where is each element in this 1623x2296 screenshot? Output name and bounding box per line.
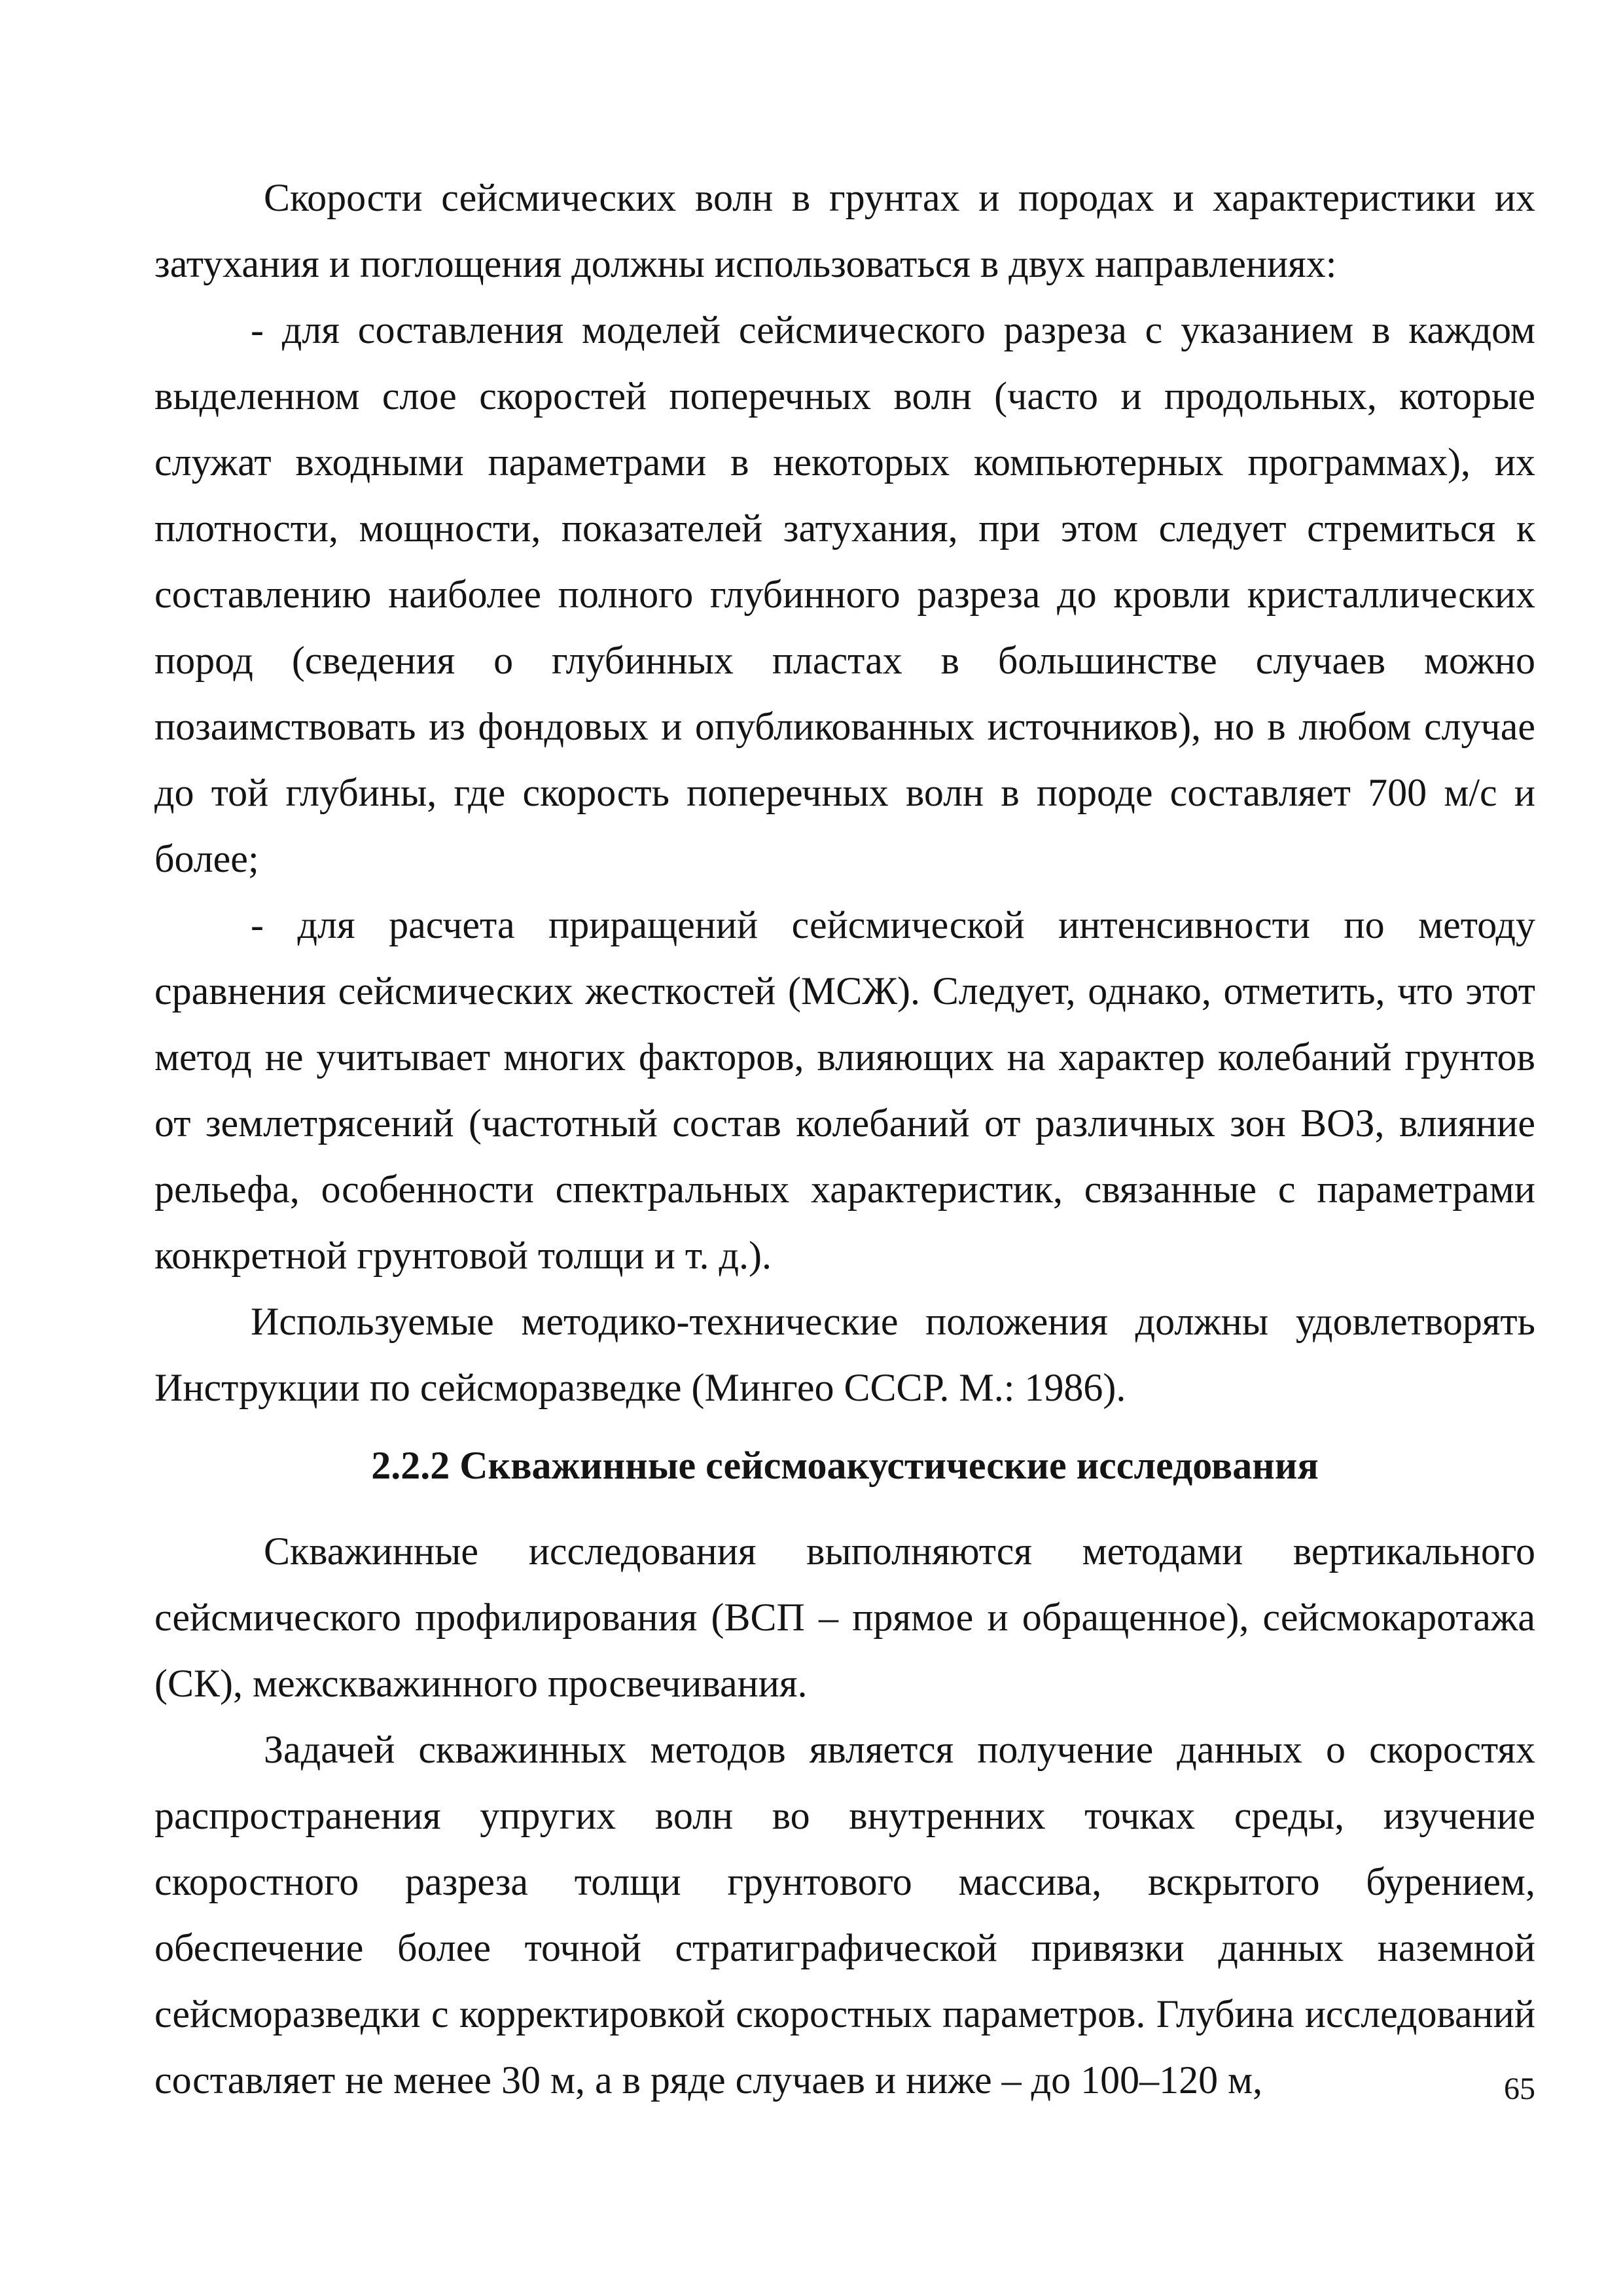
section-heading: 2.2.2 Скважинные сейсмоакустические исследования bbox=[371, 1444, 1319, 1487]
paragraph-section-models: - для составления моделей сейсмического разреза с указанием в каждом выделенном слое скоростей поперечных волн (часто и продольных, которые служат входными параметрами в некоторых компьютерных программах), их плотности, мощности, показателей затухания, при этом следует стремиться к составлению наиболее полного глубинного разреза до кровли кристаллических пород (сведения о глубинных пластах в большинстве случаев можно позаимствовать из фондовых и опубликованных источников), но в любом случае до той глубины, где скорость поперечных волн в породе составляет 700 м/с и более; bbox=[154, 308, 1535, 880]
paragraph-seismic-velocities-intro: Скорости сейсмических волн в грунтах и породах и характеристики их затухания и поглощения должны использоваться в двух направлениях: bbox=[154, 176, 1535, 285]
page-number: 65 bbox=[1504, 2072, 1535, 2106]
paragraph-borehole-methods: Скважинные исследования выполняются методами вертикального сейсмического профилирования (ВСП – прямое и обращенное), сейсмокаротажа (СК), межскважинного просвечивания. bbox=[154, 1530, 1535, 1705]
paragraph-borehole-tasks: Задачей скважинных методов является получение данных о скоростях распространения упругих волн во внутренних точках среды, изучение скоростного разреза толщи грунтового массива, вскрытого бурением, обеспечение более точной стратиграфической привязки данных наземной сейсморазведки с корректировкой скоростных параметров. Глубина исследований составляет не менее 30 м, а в ряде случаев и ниже – до 100–120 м, bbox=[154, 1728, 1535, 2102]
body-text bbox=[154, 165, 1535, 2113]
paragraph-methodology-instructions: Используемые методико-технические положения должны удовлетворять Инструкции по сейсморазведке (Мингео СССР. М.: 1986). bbox=[154, 1300, 1535, 1409]
paragraph-intensity-increments: - для расчета приращений сейсмической интенсивности по методу сравнения сейсмических жесткостей (МСЖ). Следует, однако, отметить, что этот метод не учитывает многих факторов, влияющих на характер колебаний грунтов от землетрясений (частотный состав колебаний от различных зон ВОЗ, влияние рельефа, особенности спектральных характеристик, связанные с параметрами конкретной грунтовой толщи и т. д.). bbox=[154, 903, 1535, 1277]
